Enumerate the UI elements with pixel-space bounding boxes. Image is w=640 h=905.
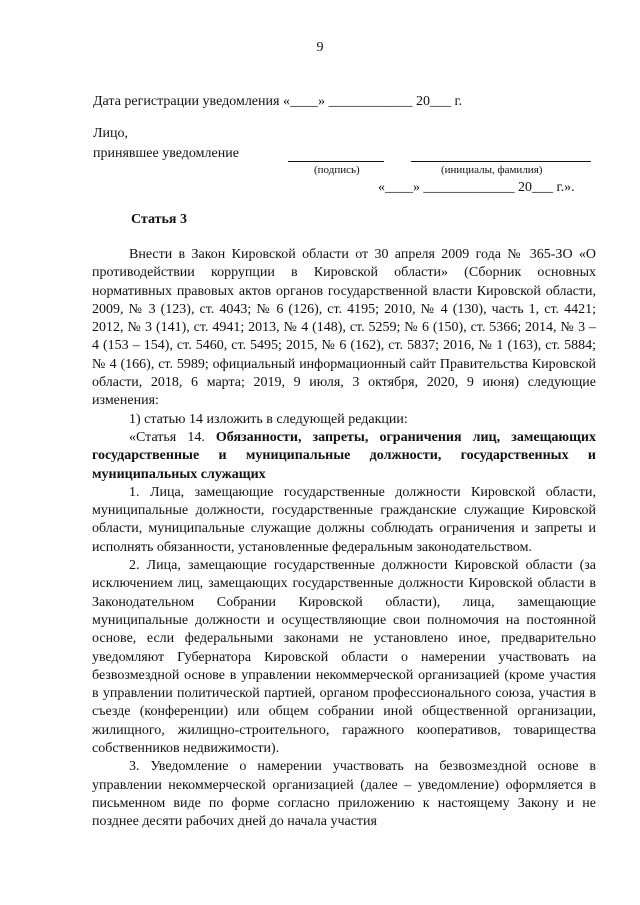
article-body	[92, 246, 596, 832]
section-header	[92, 429, 596, 484]
acceptance-date-line: «____» _____________ 20___ г.».	[378, 180, 575, 195]
section-heading: Обязанности, запреты, ограничения лиц, замещающих государственные и муниципальные должности, государственных и муниципальных служащих	[92, 429, 596, 482]
registration-label: Дата регистрации уведомления	[93, 94, 280, 109]
item-1: 1) статью 14 изложить в следующей редакции:	[129, 411, 408, 427]
article-intro: Внести в Закон Кировской области от 30 апреля 2009 года № 365-ЗО «О противодействии коррупции в Кировской области» (Сборник основных нормативных правовых актов органов государственной власти Кировской области, 2009, № 3 (123), ст. 4043; № 6 (126), ст. 4195; 2010, № 4 (130), часть 1, ст. 4421; 2012, № 3 (141), ст. 4941; 2013, № 4 (148), ст. 5259; № 6 (150), ст. 5366; 2014, № 3 – 4 (153 – 154), ст. 5460, ст. 5495; 2015, № 6 (162), ст. 5837; 2016, № 1 (163), ст. 5884; № 4 (166), ст. 5989; официальный информационный сайт Правительства Кировской области, 2018, 6 марта; 2019, 9 июля, 3 октября, 2020, 9 июня) следующие изменения:	[92, 247, 596, 409]
registration-date-line	[93, 94, 462, 110]
signature-line-2: принявшее уведомление	[93, 146, 239, 161]
signature-blank	[288, 160, 384, 162]
page-number: 9	[316, 40, 324, 55]
article-title: Статья 3	[131, 212, 187, 227]
signature-caption: (подпись)	[314, 164, 360, 176]
name-blank	[411, 160, 591, 162]
registration-date-template: «____» ____________ 20___ г.	[282, 94, 463, 109]
paragraph-3: 3. Уведомление о намерении участвовать на безвозмездной основе в управлении некоммерческой организацией (далее – уведомление) оформляется в письменном виде по форме согласно приложению к настоящему Закону и не позднее десяти рабочих дней до начала участия	[92, 759, 596, 830]
name-caption: (инициалы, фамилия)	[441, 164, 543, 176]
signature-line-1: Лицо,	[93, 126, 128, 141]
paragraph-2: 2. Лица, замещающие государственные должности Кировской области (за исключением лиц, замещающих государственные должности Кировской области в Законодательном Собрании Кировской области), лица, замещающие муниципальные должности и осуществляющие свои полномочия на постоянной основе, если федеральными законами не установлено иное, предварительно уведомляют Губернатора Кировской области о намерении участвовать на безвозмездной основе в управлении некоммерческой организацией (кроме участия в управлении политической партией, органом профессионального союза, участия в съезде (конференции) или общем собрании иной общественной организации, жилищного, жилищно-строительного, гаражного кооперативов, товарищества собственников недвижимости).	[92, 558, 596, 757]
section-prefix: «Статья 14.	[129, 429, 216, 445]
paragraph-1: 1. Лица, замещающие государственные должности Кировской области, муниципальные должности, государственные гражданские служащие Кировской области, муниципальные служащие должны соблюдать ограничения и запреты и исполнять обязанности, установленные федеральным законодательством.	[92, 484, 596, 555]
